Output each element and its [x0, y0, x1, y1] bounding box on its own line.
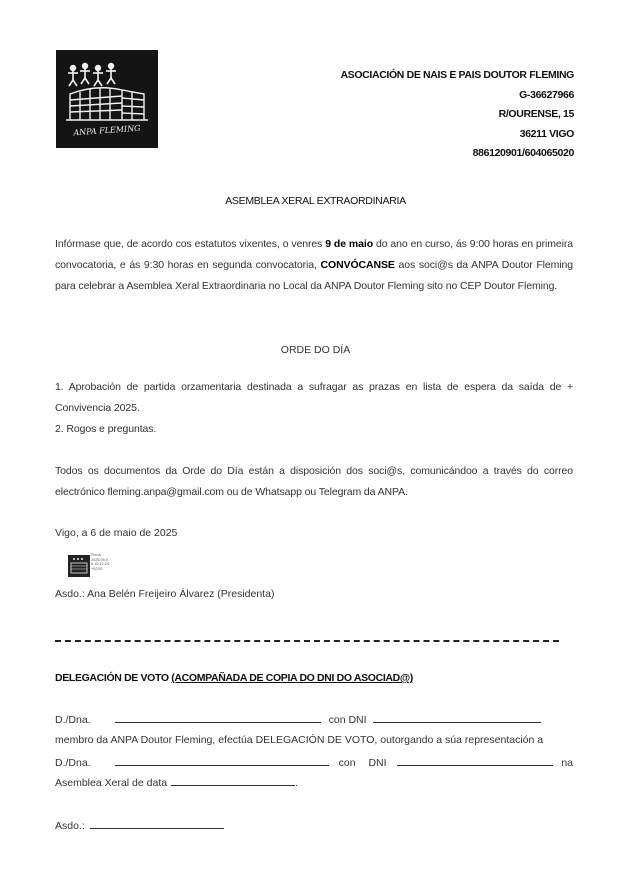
agenda-list: [55, 377, 573, 440]
delegation-row-4: [55, 775, 573, 789]
signature-meta-line: Firma: [91, 553, 101, 557]
intro-text-2: do ano en curso, ás 9:00 horas en primeira convocatoria, e ás 9:30 horas en segunda convocatoria,: [55, 238, 573, 271]
agenda-item: 2. Rogos e preguntas.: [55, 423, 157, 435]
cut-line: [55, 640, 559, 642]
anpa-logo: [56, 50, 158, 148]
period: .: [295, 777, 298, 789]
org-city: 36211 VIGO: [519, 127, 574, 140]
delegator-name-field[interactable]: [115, 712, 321, 723]
signature-meta-line: +02'00': [91, 566, 104, 571]
logo-caption: ANPA FLEMING: [73, 123, 141, 138]
org-phones: 886120901/604065020: [472, 147, 574, 159]
delegation-signature-row: [55, 818, 573, 832]
signature-logo-icon: [68, 555, 90, 577]
asdo-label: Asdo.:: [55, 820, 85, 832]
place-date: Vigo, a 6 de maio de 2025: [55, 527, 178, 539]
delegation-title-underlined: (ACOMPAÑADA DE COPIA DO DNI DO ASOCIAD@): [171, 672, 413, 684]
intro-text-3: aos soci@s da ANPA Doutor Fleming para celebrar a Asemblea Xeral Extraordinaria no Local da ANPA Doutor Fleming sito no CEP Doutor Fleming.: [55, 259, 573, 292]
agenda-item: 1. Aprobación de partida orzamentaria destinada a sufragar as prazas en lista de espera da saída de + Convivencia 2025.: [55, 381, 573, 414]
org-name: ASOCIACIÓN DE NAIS E PAIS DOUTOR FLEMING: [340, 69, 574, 81]
delegation-statement: membro da ANPA Doutor Fleming, efectúa DELEGACIÓN DE VOTO, outorgando a súa representación a: [55, 734, 544, 746]
signature-meta-line: 2025.05.0: [91, 557, 108, 562]
delegation-row-3: [55, 755, 573, 769]
delegation-signature-field[interactable]: [90, 818, 224, 829]
org-cif: G-36627966: [519, 88, 574, 101]
signature-metadata: [91, 553, 109, 571]
dna-label: D./Dna.: [55, 714, 91, 726]
assembly-date-field[interactable]: [171, 775, 295, 786]
intro-paragraph: [55, 234, 573, 297]
org-address: R/OURENSE, 15: [498, 108, 574, 120]
delegate-dni-field[interactable]: [397, 755, 553, 766]
signature-meta-line: 6 10:12:24: [91, 562, 109, 567]
agenda-heading: ORDE DO DÍA: [280, 344, 351, 356]
convocation-word: CONVÓCANSE: [320, 259, 395, 271]
meeting-date: 9 de maio: [325, 238, 374, 250]
digital-signature-image: [68, 555, 90, 577]
document-title: ASEMBLEA XERAL EXTRAORDINARIA: [225, 195, 406, 207]
delegator-dni-field[interactable]: [373, 712, 541, 723]
delegation-row-1: [55, 712, 573, 726]
intro-text-1: Infórmase que, de acordo cos estatutos vixentes, o venres: [55, 238, 326, 250]
organization-header: [340, 66, 574, 164]
dni-label: con DNI: [338, 757, 387, 769]
na-label: na: [561, 757, 573, 769]
assembly-date-label: Asemblea Xeral de data: [55, 777, 168, 789]
delegation-title: [55, 672, 413, 684]
delegation-title-text: DELEGACIÓN DE VOTO: [55, 672, 172, 684]
delegate-name-field[interactable]: [115, 755, 329, 766]
documents-note: Todos os documentos da Orde do Día están a disposición dos soci@s, comunicándoo a través do correo electrónico fleming.anpa@gmail.com ou de Whatsapp ou Telegram da ANPA.: [55, 465, 573, 498]
signed-by: Asdo.: Ana Belén Freijeiro Álvarez (Presidenta): [55, 588, 275, 600]
dni-label: con DNI: [328, 714, 367, 726]
dna-label: D./Dna.: [55, 757, 91, 769]
